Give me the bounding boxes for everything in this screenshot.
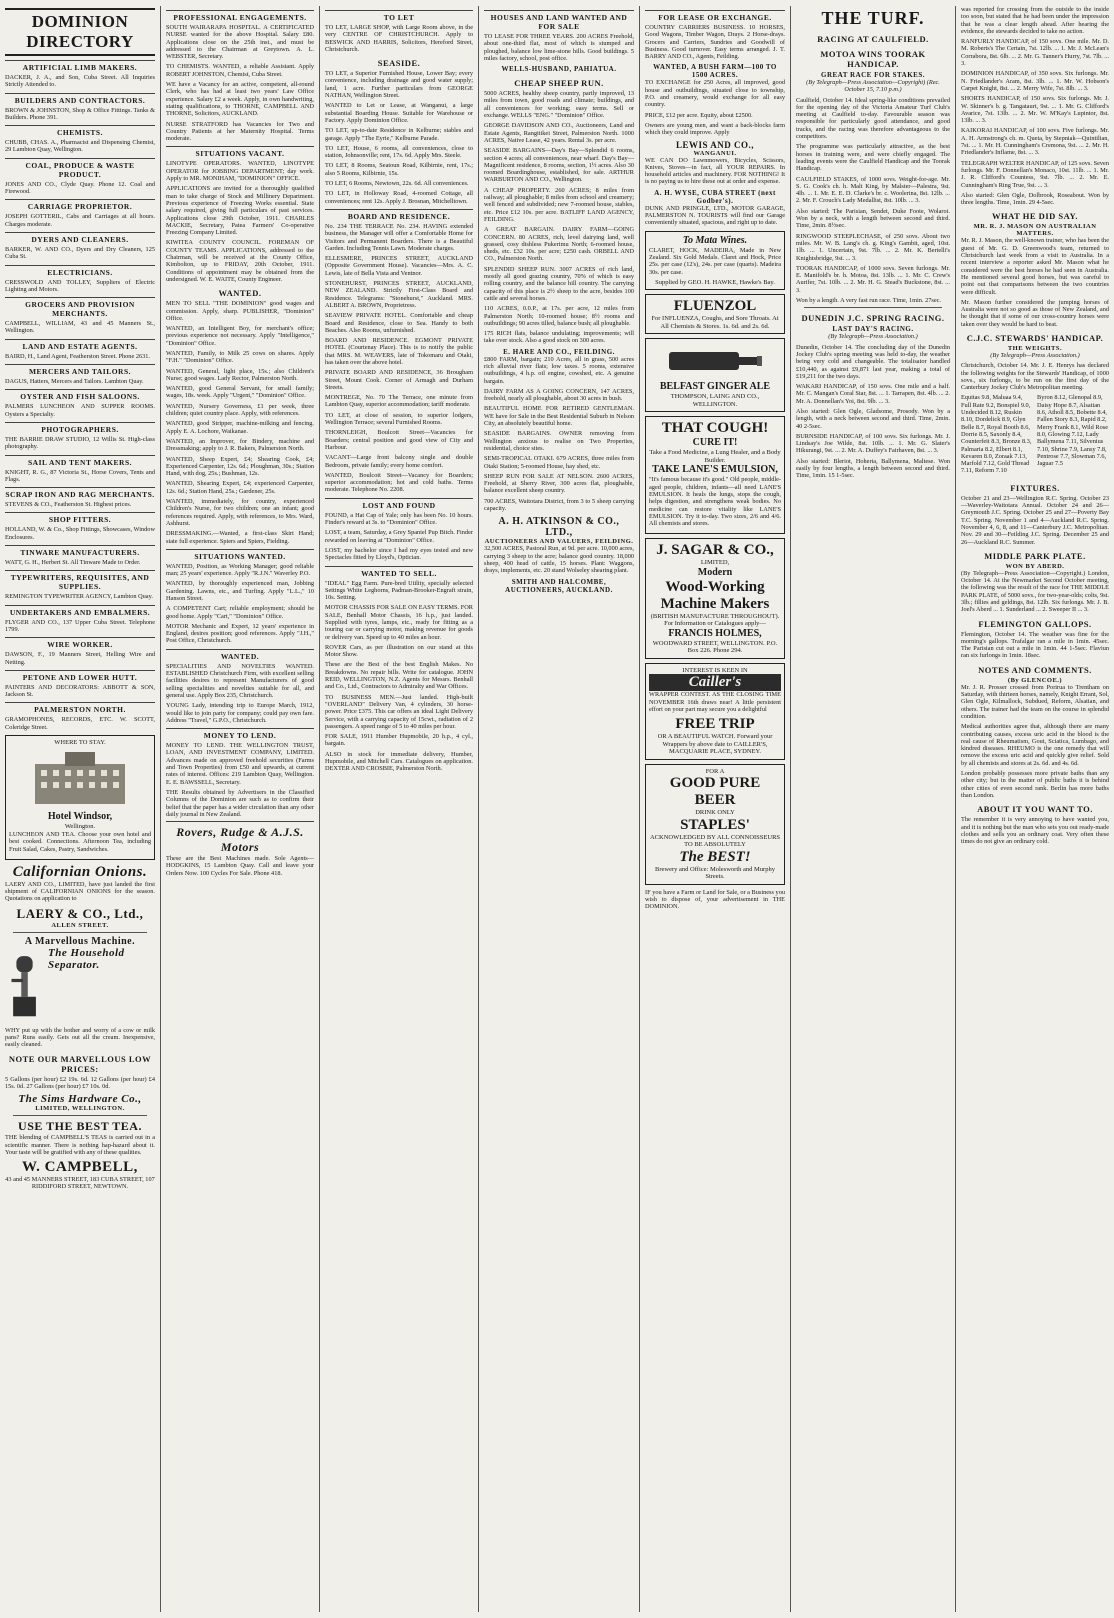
advert: THORNLEIGH, Boulcott Street—Vacancies for Boarders; central position and good view of City and Harbour. — [325, 429, 473, 451]
press-credit: (By Telegraph—Press Association.) — [828, 333, 918, 341]
advertiser-name: A. H. WYSE, CUBA STREET (next Godber's). — [654, 188, 776, 205]
advert: TO BUSINESS MEN.—Just landed. High-built "OVERLAND" Delivery Van, 4 cylinders, 30 horse-power. Price £375. This car offers an ideal Light Delivery Service, with a carrying capacity of 15cwt., radiation of 2 passengers. A speed range of 5 to 40 miles per hour. — [325, 693, 473, 730]
directory-section-head: ELECTRICIANS. — [5, 265, 155, 277]
article-paragraph: KAIKORAI HANDICAP, of 100 sovs. Five furlongs. Mr. A. H. Armstrong's ch. m. Queta, by Stepniak—Quintilian, 7st. ... 1. Mr. H. Cunningham's Cremona, 9st. ... 2. Mr. H. Friedlander's Inflame, 8st. ... 3. — [961, 127, 1109, 157]
article-paragraph: RANFURLY HANDICAP, of 150 sovs. One mile. Mr. D. M. Roberts's The Certain, 7st. 12lb. ... 1. Mr. J. McLean's Corrabora, 8st. 6lb. ... 2. Mr. G. Tanner's Hurry, 7st. 7lb. ... 3. — [961, 38, 1109, 68]
sims-name: The Sims Hardware Co., — [18, 1093, 142, 1106]
advert: GEORGE DAVIDSON AND CO., Auctioneers, Land and Estate Agents, Rangitikei Street, Palmerston North. 1000 ACRES, Native Lease, 42 years. Rental 3s. per acre. — [484, 122, 634, 144]
separator-title: The Household Separator. — [48, 946, 125, 971]
fluenzol-ad — [645, 294, 785, 334]
section-head: TO LET — [325, 10, 473, 22]
section-head: FLEMINGTON GALLOPS. — [978, 618, 1092, 629]
directory-entry: CRESSWOLD AND TOLLEY, Suppliers of Electric Lighting and Motors. — [5, 278, 155, 293]
directory-section-head: MERCERS AND TAILORS. — [5, 364, 155, 376]
article-paragraph: TOORAK HANDICAP, of 1000 sovs. Seven furlongs. Mr. E. Manifold's br. h. Motoa, 8st. 13lb. ... 1. Mr. C. Crew's Aurifer, 7st. 10lb. ... 2. Mr. H. G. Stead's Buckstone, 8st. ... 3. — [796, 264, 950, 294]
section-head: WANTED. — [218, 288, 262, 299]
article-paragraph: Christchurch, October 14. Mr. J. E. Henrys has declared the following weights for the Stewards' Handicap, of 1000 sovs., six furlongs, to be run on the first day of the Canterbury Jockey Club's Metropolitan meeting. — [961, 362, 1109, 392]
hotel-name: Hotel Windsor, — [47, 811, 113, 823]
advert: FOUND, a Hat Cap of Yale; only has been No. 10 hours. Finder's reward at 3s. to "Dominion" Office. — [325, 511, 473, 527]
directory-section-head: SAIL AND TENT MAKERS. — [5, 455, 155, 467]
advert: WANTED, Family, to Milk 25 cows on shares. Apply "F.H." "Dominion" Office. — [166, 349, 314, 365]
section-subhead: GREAT RACE FOR STAKES. — [821, 71, 925, 79]
cailler-text-2: OR A BEAUTIFUL WATCH. Forward your Wrappers by above date to CAILLER'S, MACQUARIE PLACE, SYDNEY. — [657, 733, 773, 756]
directory-entry: BAIRD, H., Land Agent, Featherston Street. Phone 2631. — [5, 352, 150, 360]
article-paragraph: London probably possesses more private baths than any other city; but in the matter of public baths it is behind other cities of even second rank. Berlin has more baths than London. — [961, 770, 1109, 799]
advert: MOTOR CHASSIS FOR SALE ON EASY TERMS. FOR SALE, Benhall Motor Chassis, 16 h.p., just landed. Supplied with tyres, lamps, etc., ready for fitting as a touring car or carrying motor, making revenue for goods or delivery van. Speed up to 40 miles an hour. — [325, 604, 473, 641]
column-engagements — [161, 6, 319, 1612]
rovers-title: Rovers, Rudge & A.J.S. Motors — [166, 821, 314, 855]
article-paragraph: (By Telegraph—Press Association—Copyright.) London, October 14. At the Newmarket Second October meeting, the following was the result of the race for THE MIDDLE PARK PLATE, of 5000 sovs., for two-year-olds; colts, 9st. 3lb.; fillies and geldings, 8st. 12lb. Six furlongs. Mr. J. B. Joel's Aberd ... 1. Sunderland ... 2. Sweeper II ... 3. — [961, 569, 1109, 614]
directory-entry: CHUBB, CHAS. A., Pharmacist and Dispensing Chemist, 29 Lambton Quay, Wellington. — [5, 139, 155, 154]
divider — [804, 307, 942, 308]
article-paragraph: Mr. Mason further considered the jumping horses of Australia were not so good as those of New Zealand, and he thought that if some of our cross-country horses were taken over they would be hard to beat. — [961, 298, 1109, 328]
advert: £800 FARM, bargain; 210 Acres, all in grass, 500 acres rich alluvial river flats; low taxes. 5 rooms, extensive outbuildings, 4 h.p. oil engine, cowshed, etc. A genuine bargain. — [484, 355, 634, 385]
advert: WANTED, good General Servant, for small family; wages, 18s. week. Apply "Urgent," "Dominion" Office. — [166, 385, 314, 400]
advert: "IDEAL" Egg Farm. Pure-bred Utility, specially selected Settings White Leghorns, Padman-Brooker-Engraft strain, 10s. Setting. — [325, 579, 473, 602]
directory-entry: DAWSON, F., 19 Manners Street, Helling Wire and Netting. — [5, 651, 155, 666]
advert: WANTED, immediately, for country, experienced Children's Nurse, for two children; one an infant; good references required. Apply, with references, to Mrs. Ward, Ashhurst. — [166, 498, 314, 527]
advertiser-town: WANGANUI. — [693, 149, 737, 157]
advert: A CHEAP PROPERTY. 260 ACRES; 8 miles from railway; all ploughable; 8 miles from school and creamery; well fenced and subdivided; new 7-roomed house, stables, etc. Price £12 10s. per acre. BATLIFF LAND AGENCY, FEILDING. — [484, 186, 634, 223]
advert: BEAUTIFUL HOME FOR RETIRED GENTLEMAN. WE have for Sale in the Best Residential Suburb in Nelson City, an absolutely beautiful home. — [484, 405, 634, 428]
advert: TO LET, House, 6 rooms, all conveniences, close to station, Johnsonville; rent, 17s. 6d. Apply Mrs. Steele. — [325, 144, 473, 160]
advertiser-sub: AUCTIONEERS AND VALUERS, FEILDING. — [484, 538, 634, 546]
advert: MOTOR Mechanic and Expert, 12 years' experience in England, desires position; good references. Apply "J.H.," Post Office, Christchurch. — [166, 622, 314, 645]
campbell-name: W. CAMPBELL, — [22, 1159, 138, 1176]
section-head: HOUSES AND LAND WANTED AND FOR SALE — [484, 10, 634, 31]
staples-name: STAPLES' — [680, 816, 750, 833]
column-directory — [0, 6, 160, 1612]
tea-text: THE blending of CAMPBELL'S TEAS is carried out in a scientific manner. There is nothing hap-hazard about it. Your taste will be gratified with any of these qualities. — [5, 1134, 155, 1156]
directory-section-head: CHEMISTS. — [5, 125, 155, 137]
advert: A COMPETENT Cart; reliable employment; should be good home. Apply "Cart," "Dominion" Office. — [166, 605, 314, 620]
section-head: DUNEDIN J.C. SPRING RACING. — [801, 313, 945, 324]
advert: WANTED, Position, as Working Manager; good reliable man; 25 years' experience. Apply "R.J.N." Waverley P.O. — [166, 562, 314, 578]
marvel-title: A Marvellous Machine. — [24, 935, 136, 947]
weights-column: Equitas 9.8, Maluaa 9.4, Full Rate 9.2, Bonspiel 9.0, Undecided 8.12, Ruskin 8.10, Dordelick 8.9, Glyn Belle 8.7, Royal Booth 8.6, Dorrie 8.5, Saxonly 8.4, Counterfeit 8.3, Bronze 8.3, Palmaria 8.2, Elbert 8.1, Kevaren 8.0, Zoraak 7.13, Marfold 7.12, Gold Thread 7.11, Reform 7.10 — [961, 394, 1032, 475]
advert: WANTED, Sheep Expert, £4; Shearing Cook, £4; Experienced Carpenter, 12s. 6d.; Ploughman, 30s.; Station Hand, with dog, 25s.; Bushman, 12s. — [166, 455, 314, 478]
wines-supplier: Supplied by GEO. H. HAWKE, Hawke's Bay. — [655, 278, 775, 286]
wines-title: To Mata Wines. — [682, 234, 748, 246]
directory-section-head: ARTIFICIAL LIMB MAKERS. — [5, 60, 155, 72]
beer-title: GOOD PURE BEER — [669, 775, 761, 809]
fixtures-list: October 21 and 23—Wellington R.C. Spring. October 23—Waverley-Waitotara Annual. October 24 and 26—Greymouth J.C. Spring. October 25 and 27—Poverty Bay T.C. Spring. November 1 and 4—Auckland R.C. Spring. November 4, 6, 8, and 11—Canterbury J.C. Metropolitan. Nov. 29 and 30—Feilding J.C. Spring. December 25 and 26—Auckland R.C. Summer. — [961, 494, 1109, 546]
section-head: WHAT HE DID SAY. — [992, 211, 1078, 222]
section-head: SITUATIONS VACANT. — [166, 146, 314, 158]
article-paragraph: Medical authorities agree that, although there are many contributing causes, excess uric acid in the blood is the real cause of Rheumatism, Gout, Sciatica, Lumbago, and kindred diseases. RHEUMO is the one remedy that will remove the excess uric acid and quickly give relief. Sold by all chemists and stores at 2s. 6d. and 4s. 6d. — [961, 723, 1109, 767]
article-paragraph: RINGWOOD STEEPLECHASE, of 250 sovs. About two miles. Mr. W. B. Lang's ch. g. King's Gambit, aged, 10st. 1lb. ... 1. Uncertain, 9st. 7lb. ... 2. Mr. K. Bertelli's Knightsbridge, 9st. ... 3. — [796, 232, 950, 262]
article-paragraph: Flemington, October 14. The weather was fine for the morning's gallops. Trafalgar ran a mile in 1min. 45sec. The Parisian cut out a mile in 1min. 44 1-5sec. Flaviun ran six furlongs in 1min. 18sec. — [961, 630, 1109, 660]
directory-entry: DACKER, J. A., and Son, Cuba Street. All Inquiries Strictly Attended to. — [5, 74, 155, 89]
advert: APPLICATIONS are invited for a thoroughly qualified man to take charge of Stock and Millinery Department. Previous experience of Freezing Works essential. State salary required, giving full particulars of past services. Applications close 29th October, 1911. CHARLES MACKIE, Secretary, Patea Farmers' Co-operative Freezing Company Limited. — [166, 185, 314, 237]
advert: WANTED, General, light place, 15s.; also Children's Nurse; good wages. Lady Rector, Palmerston North. — [166, 367, 314, 382]
directory-section-head: UNDERTAKERS AND EMBALMERS. — [5, 605, 155, 617]
cough-sub: CURE IT! — [692, 437, 738, 449]
section-head: C.J.C. STEWARDS' HANDICAP. — [966, 332, 1104, 343]
directory-section-head: WIRE WORKER. — [5, 637, 155, 649]
campbell-address: 43 and 45 MANNERS STREET, 183 CUBA STREET, 107 RIDDIFORD STREET, NEWTOWN. — [5, 1176, 155, 1191]
advert: TO CHEMISTS. WANTED, a reliable Assistant. Apply ROBERT JOHNSTON, Chemist, Cuba Street. — [166, 63, 314, 78]
cough-text: Take a Food Medicine, a Lung Healer, and a Body Builder. — [649, 449, 781, 464]
directory-section-head: PALMERSTON NORTH. — [5, 702, 155, 714]
advert-head: WANTED, A BUSH FARM—100 TO 1500 ACRES. — [653, 63, 777, 80]
tea-title: USE THE BEST TEA. — [18, 1119, 142, 1134]
column-racing-notes — [956, 6, 1114, 1612]
ginger-ale-title: BELFAST GINGER ALE — [659, 381, 771, 393]
directory-section-head: TYPEWRITERS, REQUISITES, AND SUPPLIES. — [5, 570, 155, 591]
advert: 700 ACRES, Waitotara District, from 3 to 5 sheep carrying capacity. — [484, 497, 634, 513]
directory-entry: THE BARRIE DRAW STUDIO, 12 Willis St. High-class photography. — [5, 435, 155, 451]
directory-title: DOMINION DIRECTORY — [5, 8, 155, 56]
directory-entry: HOLLAND, W. & Co., Shop Fittings, Showcases, Window Enclosures. — [5, 526, 155, 541]
advert: STONEHURST, PRINCES STREET, AUCKLAND, NEW ZEALAND. Strictly First-Class Board and Residence. Telegrams: "Stonehurst," Auckland. MRS. ALBERT A. BROWN, Proprietress. — [325, 280, 473, 309]
advert: No. 234 THE TERRACE No. 234. HAVING extended business, the Manager will offer a Comfortable Home for Visitors and Permanent Boarders. There is a Beautiful Garden. Including Tennis Lawn. Moderate charges. — [325, 222, 473, 252]
directory-entry: REMINGTON TYPEWRITER AGENCY, Lambton Quay. — [5, 593, 153, 601]
directory-entry: WATT, G. H., Herbert St. All Tinware Made to Order. — [5, 559, 141, 567]
advert: DUNK AND PRINGLE, LTD., MOTOR GARAGE, PALMERSTON N. TOURISTS will find our Garage conveniently situated, spacious, and right up to date. — [645, 204, 785, 227]
advert: TO LET, a Superior Furnished House, Lower Bay; every convenience, including drainage and good water supply; land, 1 acre. Further particulars from GEORGE NATHAN, Wellington Street. — [325, 70, 473, 100]
article-paragraph: The programme was particularly attractive, as the best horses in training were, and were chiefly engaged. The leading events were the Caulfield Handicap and the Toorak Handicap. — [796, 143, 950, 173]
directory-section-head: PETONE AND LOWER HUTT. — [5, 670, 155, 682]
advertiser-name: SMITH AND HALCOMBE, AUCTIONEERS, AUCKLAND. — [505, 577, 613, 594]
section-head: WANTED TO SELL. — [325, 566, 473, 578]
lanes-title: TAKE LANE'S EMULSION, — [652, 464, 778, 476]
column-to-let — [320, 6, 478, 1612]
wines-ad — [645, 231, 785, 291]
directory-entry: BARKER, W. AND CO., Dyers and Dry Cleaners, 125 Cuba St. — [5, 245, 155, 261]
advert: TO LET, 6 Rooms, Newtown, 22s. 6d. All conveniences. — [325, 180, 469, 188]
advert: SHEEP RUN FOR SALE AT NELSON. 2600 ACRES, Freehold, at Sherry River, 300 acres flat, ploughable, balance excellent sheep country. — [484, 472, 634, 495]
directory-entry: PAINTERS AND DECORATORS: ABBOTT & SON, Jackson St. — [5, 683, 155, 699]
advert: LOST, my bachelor since I had my eyes tested and new Spectacles fitted by Lloyd's, Optician. — [325, 546, 473, 562]
directory-section-head: GROCERS AND PROVISION MERCHANTS. — [5, 297, 155, 318]
advert: WANTED, Boulcott Street—Vacancy for Boarders; superior accommodation; hot and cold baths. Terms moderate. Telephone No. 2208. — [325, 471, 473, 494]
advert: KIWITEA COUNTY COUNCIL. FOREMAN OF COUNTY TEAMS. APPLICATIONS, addressed to the Chairman, will be received at the County Office, Kimbolton, up to FRIDAY, 20th October, 1911. Conditions of appointment may be obtained from the undersigned. W. E. WAITE, County Engineer. — [166, 239, 314, 283]
article-paragraph: Mr. J. R. Prosser crossed from Porirua to Trentham on Saturday, with thirteen horses, namely, Knight Errant, Sol, Glen Ogle, Kilmallock, Subdued, Reform, Alsatian, and others. The trainer had the team on the course in splendid condition. — [961, 683, 1109, 720]
advertiser-name: WELLS-HUSBAND, PAHIATUA. — [501, 65, 617, 74]
advert: TO LET, at close of session, to superior lodgers, Wellington Terrace; several Furnished Rooms. — [325, 411, 473, 427]
advert: PRICE, £12 per acre. Equity, about £2500. — [645, 111, 753, 119]
section-head: NOTES AND COMMENTS. — [978, 664, 1092, 675]
article-paragraph: Dunedin, October 14. The concluding day of the Dunedin Jockey Club's spring meeting was held to-day, the weather being very cold and changeable. The totalisator handled £10,440, as against £9,871 last year, making a total of £19,211 for the two days. — [796, 343, 950, 380]
cailler-head: INTEREST IS KEEN IN — [682, 666, 748, 674]
advertiser-name: A. H. ATKINSON & CO., LTD., — [498, 516, 620, 539]
directory-entry: JOSEPH GOTTERIL, Cabs and Carriages at all hours. Charges moderate. — [5, 213, 155, 228]
advert: TO LET, in Holloway Road, 4-roomed Cottage, all conveniences; rent 12s. Apply J. Brosnan, Mitchelltown. — [325, 190, 473, 205]
advert: WANTED, Shearing Expert, £4; experienced Carpenter, 12s. 6d.; Station Hand, 25s.; Gardener, 25s. — [166, 480, 314, 495]
press-credit: (By Telegraph—Press Association.) — [990, 351, 1080, 359]
directory-entry: CAMPBELL, WILLIAM, 43 and 45 Manners St., Wellington. — [5, 320, 155, 335]
advert: Owners are young men, and want a back-blocks farm which they could improve. Apply — [645, 121, 785, 137]
section-head: MONEY TO LEND. — [166, 728, 314, 740]
advert: SPECIALITIES AND NOVELTIES WANTED. ESTABLISHED Christchurch Firm, with excellent selling facilities desires to represent Manufacturers of good selling specialities and novelties suitable for all, and general use. Apply Box 235, Christchurch. — [166, 662, 314, 699]
hotel-ad — [5, 735, 155, 860]
hotel-town: Wellington. — [64, 823, 96, 831]
article-paragraph: Also started: Glen Ogle, Gladsome, Prosody. Won by a length, with a neck between second and third. Time, 2min. 40 2-5sec. — [796, 407, 950, 430]
turf-title: THE TURF. — [821, 8, 925, 28]
article-paragraph: TELEGRAPH WELTER HANDICAP, of 125 sovs. Seven furlongs. Mr. F. Donnellan's Monaco, 10st. 11lb. ... 1. Mr. J. R. Clifford's Countess, 9st. 7lb. ... 2. Mr. E. Cunningham's Ring True, 9st. ... 3. — [961, 159, 1109, 189]
advert: ELLESMERE, PRINCES STREET, AUCKLAND (Opposite Government House). Vacancies—Mrs. A. C. Lewis, late of Bella Vista and Ventnor. — [325, 255, 473, 277]
advert: A GREAT BARGAIN. DAIRY FARM—GOING CONCERN. 80 ACRES, rich, level dairying land, well grassed, cosy dishless Pukerimu North; 6-roomed house, sheds, etc. £32 10s. per acre; £250 cash. ORBELL AND CO., Palmerston North. — [484, 226, 634, 263]
advert: TO LET, 8 Rooms, Seatoun Road, Kilbirnie, rent, 17s.; also 5 Rooms, Kilbirnie, 15s. — [325, 162, 473, 177]
cailler-ad — [645, 663, 785, 760]
sagar-ltd: LIMITED, — [700, 559, 730, 567]
ginger-ale-bottle-icon — [665, 342, 765, 376]
directory-section-head: SHOP FITTERS. — [5, 512, 155, 524]
article-paragraph: The remember it is very annoying to have wanted you, and it is nothing but the man who sets you out ready-made clothes and sells you an ordinary coat. Very often these times do not give an ordinary cold. — [961, 816, 1109, 846]
advert: WANTED to Let or Lease, at Wanganui, a large substantial Boarding House. Suitable for Warehouse or Factory. Apply Dominion Office. — [325, 102, 473, 124]
advert: THE Results obtained by Advertisers in the Classified Columns of the Dominion are such as to confirm their belief that the paper has a wider circulation than any other daily journal in New Zealand. — [166, 788, 314, 818]
directory-section-head: BUILDERS AND CONTRACTORS. — [5, 93, 155, 105]
lanes-text: "It's famous because it's good." Old people, middle-aged people, children, infants—all need LANE'S EMULSION. It heals the lungs, stops the cough, helps digestion, and strengthens weak bodies. No medicine can restore vitality like LANE'S EMULSION. Try it to-day. Two sizes, 2/6 and 4/6. All chemists and stores. — [649, 476, 781, 528]
press-credit: (By Telegraph—Press Association—Copyright) (Rec. October 15, 7.10 p.m.) — [806, 79, 940, 94]
sagar-ad — [645, 538, 785, 659]
sagar-woodworking: Wood-Working Machine Makers — [660, 578, 770, 612]
onion-title: Californian Onions. — [12, 863, 148, 880]
staples-address: Brewery and Office: Molesworth and Murphy Streets. — [655, 865, 775, 881]
the-best: The BEST! — [679, 848, 751, 865]
section-head: LOST AND FOUND — [325, 498, 473, 510]
advert: SOUTH WAIRARAPA HOSPITAL. A CERTIFICATED NURSE wanted for the above Hospital. Salary £80. Applications close on the 25th inst., and must be addressed to the Chairman at Greytown. A. L. WEBSTER, Secretary. — [166, 24, 314, 61]
hotel-ad-head: WHERE TO STAY. — [54, 738, 106, 746]
directory-section-head: TINWARE MANUFACTURERS. — [5, 545, 155, 557]
laery-name: LAERY & CO., Ltd., — [16, 905, 144, 921]
advert: DRESSMAKING.—Wanted, a first-class Skirt Hand; state full experience. Spiers and Spiers, Fielding. — [166, 530, 314, 545]
advert: WANTED, an Improver, for Bindery, machine and Dressmaking; apply to J. R. Bakers, Palmerston North. — [166, 437, 314, 453]
advert: 5000 ACRES, healthy sheep country, partly improved, 13 miles from town, good roads and climate; buildings, and all conveniences for working; easy terms. Sell or exchange. WELLS "ENG." "Dominion" Office. — [484, 90, 634, 120]
section-head: CHEAP SHEEP RUN. — [514, 78, 604, 89]
advert: DAIRY FARM AS A GOING CONCERN, 147 ACRES, freehold, nearly all ploughable, about 30 acres in bush. — [484, 387, 634, 403]
section-head: SITUATIONS WANTED. — [166, 549, 314, 561]
advert: LOST, a team, Saturday, a Grey Spaniel Pup Bitch. Finder rewarded on leaving at "Dominion" Office. — [325, 529, 473, 544]
staples-ad — [645, 764, 785, 885]
section-subhead: THE WEIGHTS. — [1007, 344, 1063, 352]
rovers-text: These are the Best Machines made. Sole Agents—HODGKINS, 15 Lambton Quay. Call and leave your Orders Now. 100 Cycles For Sale. Phone 418. — [166, 855, 314, 877]
advert: TO LET, LARGE SHOP, with Large Room above, in the very CENTRE OF CHRISTCHURCH. Apply to BESWICK AND HARRIS, Solicitors, Hereford Street, Christchurch. — [325, 24, 473, 53]
advert: ALSO in stock for immediate delivery, Humber, Hupmobile, and Mitchell Cars. Catalogues on application. DEXTER AND CROSBIE, Palmerston North. — [325, 750, 473, 773]
article-paragraph: Also started: Glen Ogle, Dolbrook, Roseabout. Won by three lengths. Time, 1min. 29 4-5sec. — [961, 191, 1109, 207]
section-head: ABOUT IT YOU WANT TO. — [977, 804, 1093, 815]
free-trip: FREE TRIP — [675, 716, 755, 733]
sagar-british: (BRITISH MANUFACTURE THROUGHOUT). — [650, 612, 780, 620]
section-head: RACING AT CAULFIELD. — [817, 34, 929, 44]
advert: TO LET, up-to-date Residence in Kelburne; stables and garage. Apply "The Eyrie," Kelburne Parade. — [325, 127, 473, 142]
advert: VACANT—Large front balcony single and double Bedroom, private family; every home comfort. — [325, 454, 473, 469]
advert: NURSE STRATFORD has Vacancies for Two and Country Patients at her Maternity Hospital. Terms moderate. — [166, 120, 314, 143]
directory-section-head: SCRAP IRON AND RAG MERCHANTS. — [5, 487, 155, 499]
section-head: SEASIDE. — [377, 58, 421, 69]
wines-text: CLARET, HOCK, MADEIRA, Made in New Zealand. Six Gold Medals. Claret and Hock, Price 25s. per case (12's), 24s. per case (quarts). Madeira 30s. per case. — [649, 246, 781, 276]
holmes-address: WOODWARD STREET, WELLINGTON. P.O. Box 226. Phone 294. — [652, 639, 778, 655]
directory-section-head: OYSTER AND FISH SALOONS. — [5, 389, 155, 401]
section-subhead: LAST DAY'S RACING. — [832, 325, 914, 334]
advert: PRIVATE BOARD AND RESIDENCE, 36 Brougham Street, Mount Cook. Corner of Armagh and Durham Streets. — [325, 369, 473, 391]
divider — [13, 1115, 147, 1116]
section-head: PROFESSIONAL ENGAGEMENTS. — [166, 10, 314, 22]
holmes-name: FRANCIS HOLMES, — [668, 627, 762, 639]
section-head: BOARD AND RESIDENCE. — [325, 209, 473, 221]
advert: COUNTRY CARRIERS BUSINESS. 10 HORSES, Good Wagons, Timber Wagon, Drays. 2 Horse-drays. Grocers and Carriers, Sundries and Goodwill of Business. Good turnover. Easy terms arranged. J. T. BARRY AND CO., Agents, Feilding. — [645, 24, 785, 61]
directory-entry: FLYGER AND CO., 137 Upper Cuba Street. Telephone 1799. — [5, 618, 155, 633]
ginger-ale-maker: THOMPSON, LAING AND CO., WELLINGTON. — [670, 393, 760, 408]
article-paragraph: Also started: Bleriot, Hoheria, Ballymena, Maltese. Won easily by four lengths, a length between second and third. Time, 1min. 15 1-5sec. — [796, 457, 950, 480]
section-head: FOR LEASE OR EXCHANGE. — [645, 10, 785, 22]
directory-entry: DAGUS, Hatters, Mercers and Tailors. Lambton Quay. — [5, 378, 144, 386]
advert: 110 ACRES, 0.0.P., at 17s. per acre, 12 miles from Palmerston North; 10-roomed house; 8½ rooms and outbuildings; 90 acres tilled, balance bush; all ploughable. — [484, 305, 634, 327]
advert: FOR SALE, 1911 Humber Hupmobile, 20 h.p., 4 cyl., bargain. — [325, 733, 473, 748]
directory-entry: KNIGHT, R. G., 87 Victoria St., Horse Covers, Tents and Flags. — [5, 468, 155, 483]
divider — [13, 932, 147, 933]
advert: 32,500 ACRES, Pastoral Run, at 9d. per acre. 10,000 acres, carrying 3 sheep to the acre; balance good country. 18,000 sheep, 400 head of cattle, 15 horses. Plant: Waggons, drays, implements, etc. 20 stand Wolseley shearing plant. — [484, 545, 634, 575]
directory-entry: BROWN & JOHNSTON, Shop & Office Fittings. Tanks & Builders. Phone 391. — [5, 106, 155, 121]
article-paragraph: WAKARI HANDICAP, of 150 sovs. One mile and a half. Mr. C. Mangan's Coral Star, 8st. ... 1. Tarrapen, 8st. 4lb. ... 2. Mr. A. Donnellan's Yoi, 8st. 9lb. ... 3. — [796, 383, 950, 405]
directory-entry: JONES AND CO., Clyde Quay. Phone 12. Coal and Firewood. — [5, 180, 155, 196]
article-paragraph: Won by a length. A very fast run race. Time, 1min. 27sec. — [796, 297, 941, 305]
article-paragraph: Also started: The Parisian, Sendet, Duke Foote, Wolaroi. Won by a neck, with a length between second and third. Time, 2min. 8½sec. — [796, 207, 950, 230]
sagar-modern: Modern — [697, 566, 733, 578]
sims-sub: LIMITED, WELLINGTON. — [35, 1105, 125, 1113]
directory-entry: PALMERS LUNCHEON AND SUPPER ROOMS. Oysters a Specialty. — [5, 403, 155, 418]
price-list: 5 Gallons (per hour) £2 19s. 6d. 12 Gallons (per hour) £4 15s. 0d. 27 Gallons (per hour) £7 10s. 0d. — [5, 1075, 155, 1090]
section-head: WANTED. — [166, 649, 314, 661]
advert: YOUNG Lady, intending trip to Europe March, 1912, would like to join party for company; could pay own fare. Address "Travel," G.P.O., Christchurch. — [166, 702, 314, 724]
price-head: NOTE OUR MARVELLOUS LOW PRICES: — [8, 1053, 152, 1074]
column-turf — [791, 6, 955, 1612]
advertiser-name: E. HARE AND CO., FEILDING. — [503, 347, 615, 356]
directory-sections — [5, 60, 155, 731]
advert: ROVER Cars, as per illustration on our stand at this Motor Show. — [325, 643, 473, 659]
beer-for: FOR A — [705, 767, 725, 775]
onion-text: LAERY AND CO., LIMITED, have just landed the first shipment of CALIFORNIAN ONIONS for the season. Quotations on application to — [5, 880, 155, 903]
article-paragraph: CAULFIELD STAKES, of 1000 sovs. Weight-for-age. Mr. S. G. Cook's ch. h. Malt King, by Malster—Palestra, 9st. 4lb. ... 1. Mr. E. E. D. Clarke's br. c. Woolerina, 8st. 12lb. ... 2. Mr. F. Crouch's Lady Medallist, 8st. 10lb. ... 3. — [796, 175, 950, 205]
advert: MONTREGE, No. 70 The Terrace, one minute from Lambton Quay, superior accommodation; tariff moderate. — [325, 394, 473, 409]
hotel-text: LUNCHEON AND TEA. Choose your own hotel and best cooked. Connections. Afternoon Tea, including Fruit Salad, Cakes, Pastry, Sandwiches. — [9, 830, 151, 853]
advert: WE CAN DO Lawnmowers, Bicycles, Scissors, Knives, Stoves—in fact, all YOUR REPAIRS. In household articles and machinery. FOR NOTHING! It is no paying us to hire these out at order and expense. — [645, 156, 785, 186]
drink-only: DRINK ONLY — [695, 809, 735, 817]
separator-ad — [5, 947, 155, 1027]
advertiser-name: LEWIS AND CO., — [675, 139, 754, 150]
ginger-ale-ad — [645, 338, 785, 412]
hotel-building-icon — [25, 746, 135, 806]
article-paragraph: Mr. R. J. Mason, the well-known trainer, who has been the guest of Mr. G. D. Greenwood's team, returned to Christchurch last week from a visit to Australia. In a recent interview a reporter asked Mr. Mason what he considered were the best horses he had seen in Australia. He mentioned several good horses, but was careful to point out that comparisons between the two countries were difficult. — [961, 237, 1109, 296]
cough-head: THAT COUGH! — [661, 420, 769, 437]
fluenzol-title: FLUENZOL — [673, 298, 757, 315]
section-head: MOTOA WINS TOORAK HANDICAP. — [820, 49, 926, 69]
advert: SEASIDE BARGAINS—Day's Bay—Splendid 6 rooms, section 4 acres; all conveniences, near wharf. Day's Bay—Magnificent residence, 8 rooms, section, 1½ acres. Also 30 roomed Boardinghouse, established, for sale. ARTHUR WARBURTON AND CO., Wellington. — [484, 147, 634, 184]
section-subhead: MR. R. J. MASON ON AUSTRALIAN MATTERS. — [973, 223, 1097, 238]
advert: 175 RICH flats, balance undulating; improvements; will take over stock. Also a good stock on 300 acres. — [484, 330, 634, 345]
staples-text: ACKNOWLEDGED BY ALL CONNOISSEURS TO BE ABSOLUTELY — [649, 833, 781, 849]
advert: SEMI-TROPICAL OTAKI. 679 ACRES, three miles from Otaki Station; 5-roomed House, hay shed, etc. — [484, 455, 634, 470]
sagar-name: J. SAGAR & CO., — [656, 542, 774, 559]
advert: WANTED, good Stripper, machine-milking and fencing. Apply E. A. Lochore, Waikanae. — [166, 420, 314, 435]
column-display-ads — [640, 6, 790, 1612]
article-paragraph: Caulfield, October 14. Ideal spring-like conditions prevailed for the opening day of the Victoria Amateur Turf Club's meeting at Caulfield to-day. Favourable season was responsible for particularly good attendance, and good tracks, and the racing was therefore advantageous to the competitors. — [796, 96, 950, 141]
weights-column: Byron 8.12, Glenopal 8.9, Daisy Hope 8.7, Alsatian 8.6, Atholl 8.5, Bobette 8.4, Fallen Story 8.3, Rapid 8.2, Merry Frank 8.1, Wild Rose 8.0, Glowing 7.12, Lady Ballymena 7.11, Silvenius 7.10, Shrine 7.9, Lansy 7.8, Pentrose 7.7, Slowman 7.6, Jaguar 7.5 — [1037, 394, 1108, 468]
section-head: MIDDLE PARK PLATE. — [984, 550, 1086, 561]
directory-section-head: CARRIAGE PROPRIETOR. — [5, 199, 155, 211]
advert: WE have a Vacancy for an active, competent, all-round Clerk, who has had at least two years' Law Office experience. Salary £2 a week. Apply, in own handwriting, stating qualifications, to THORNE, CAMPBELL AND THORNE, Solicitors, AUCKLAND. — [166, 81, 314, 118]
lanes-emulsion-ad — [645, 416, 785, 534]
laery-address: ALLEN STREET. — [51, 921, 109, 929]
directory-section-head: PHOTOGRAPHERS. — [5, 422, 155, 434]
directory-section-head: LAND AND ESTATE AGENTS. — [5, 339, 155, 351]
separator-text: WHY put up with the bother and worry of a cow or milk pans? Runs easily. Gets out all the cream. Inexpensive, easily cleaned. — [5, 1026, 155, 1049]
column-houses-land — [479, 6, 639, 1612]
directory-entry: GRAMOPHONES, RECORDS, ETC. W. SCOTT, Coleridge Street. — [5, 716, 155, 731]
article-paragraph: was reported for crossing from the outside to the inside too soon, but stated that he had been under the impression that he was a clear length ahead. After hearing the evidence, the stewards decided to take no action. — [961, 6, 1109, 35]
advert: SEASIDE BARGAINS. OWNER removing from Wellington anxious to realise on Two Properties, residential, choice sites. — [484, 430, 634, 452]
advert: TO EXCHANGE for 250 Acres, all improved, good house and outbuildings, situated close to township, P.O. and creamery, would exchange for all easy country. — [645, 79, 785, 109]
article-paragraph: SHORTS HANDICAP, of 150 sovs. Six furlongs. Mr. J. W. Skinner's b. g. Tangataurt, 9st. ... 1. Mr. G. Clifford's Avarice, 7st. 13lb. ... 2. Mr. W. M'Kay's Lupintor, 8st. 13lb. ... 3. — [961, 95, 1109, 125]
section-head: FIXTURES. — [1010, 482, 1060, 493]
article-paragraph: BURNSIDE HANDICAP, of 100 sovs. Six furlongs. Mr. J. Lindsay's Joe Wilde, 8st. 10lb. ... 1. Mr. G. Slater's Hikurangi, 9st. ... 2. Mr. A. Duffey's Fairhaven, 8st. ... 3. — [796, 432, 950, 455]
cream-separator-icon — [5, 947, 44, 1027]
byline: (By GLENCOE.) — [1007, 676, 1063, 684]
sagar-info: For Information or Catalogues apply— — [664, 620, 766, 628]
directory-section-head: DYERS AND CLEANERS. — [5, 232, 155, 244]
advert: WANTED, an Intelligent Boy, for merchant's office; previous experience not necessary. Apply "Intelligence," "Dominion" Office. — [166, 325, 314, 347]
advert: These are the Best of the best English Makes. No Breakdowns. No repair bills. Write for catalogue. JOHN REID, WELLINGTON, N.Z. Agents for Messrs. Benhall and Co., Ltd., Contractors to Admiralty and War Offices. — [325, 661, 473, 691]
advert: SPLENDID SHEEP RUN. 3007 ACRES of rich land, mostly all good grazing country, 70% of which is easy rolling country, and the balance hill country. The carrying capacity of this place is 2½ sheep to the acre, besides 100 cattle and several horses. — [484, 265, 634, 302]
advert: WANTED, by thoroughly experienced man, Jobbing Gardening. Lawns, etc., and Turfing. Apply "L.L.," 10 Hanson Street. — [166, 580, 314, 602]
section-subhead: WON BY ABERD. — [1005, 562, 1065, 570]
advert: IF you have a Farm or Land for Sale, or a Business you wish to dispose of, your advertisement in THE DOMINION. — [645, 888, 785, 911]
advert: SEAVIEW PRIVATE HOTEL. Comfortable and cheap Board and Residence, close to Sea. Handy to both Beaches. Also Rooms, unfurnished. — [325, 312, 473, 334]
advert: LINOTYPE OPERATORS. WANTED, LINOTYPE OPERATOR for JOBBING DEPARTMENT; day work. Apply to MR. MONIHAM, "DOMINION" OFFICE. — [166, 160, 314, 183]
directory-entry: STEVENS & CO., Featherston St. Highest prices. — [5, 501, 132, 509]
advert: BOARD AND RESIDENCE. EGMONT PRIVATE HOTEL (Courtenay Place). This is to notify the public that MRS. M. WEAVERS, late of Tokomaru and Otaki, has taken over the above hotel. — [325, 337, 473, 366]
cailler-title: Cailler's — [649, 674, 781, 691]
directory-section-head: COAL, PRODUCE & WASTE PRODUCT. — [5, 158, 155, 179]
advert: TO LEASE FOR THREE YEARS. 200 ACRES Freehold, about one-third flat, most of which is stumped and ploughed, balance low lime-stone hills. Good buildings. 5 miles factory, school, post office. — [484, 33, 634, 62]
advert: WANTED, Nursery Governess, £1 per week, three children; quiet country place. Apply, with references. — [166, 402, 314, 418]
advert: MEN TO SELL "THE DOMINION" good wages and commission. Apply, sharp. PUBLISHER, "Dominion" Office. — [166, 300, 314, 322]
fluenzol-text: For INFLUENZA, Coughs, and Sore Throats. At All Chemists & Stores. 1s. 6d. and 2s. 6d. — [651, 315, 779, 330]
weights-table — [961, 394, 1109, 477]
cailler-text: WRAPPER CONTEST. AS THE CLOSING TIME NOVEMBER 16th draws near! A little persistent effort on your part may secure you a delightful — [649, 691, 781, 713]
article-paragraph: DOMINION HANDICAP, of 350 sovs. Six furlongs. Mr. N. Friedlander's Aram, 8st. 3lb. ... 1. Mr. W. Hobson's Carpet Knight, 8st. ... 2. Merry Wife, 7st. 8lb. ... 3. — [961, 70, 1109, 92]
advert: MONEY TO LEND. THE WELLINGTON TRUST, LOAN, AND INVESTMENT COMPANY, LIMITED. Advances made on approved freehold securities (Farms and Town Properties) from £50 and upwards, at current rates of interest. Offices: 219 Lambton Quay, Wellington. E. E. BAWSSELL, Secretary. — [166, 742, 314, 786]
